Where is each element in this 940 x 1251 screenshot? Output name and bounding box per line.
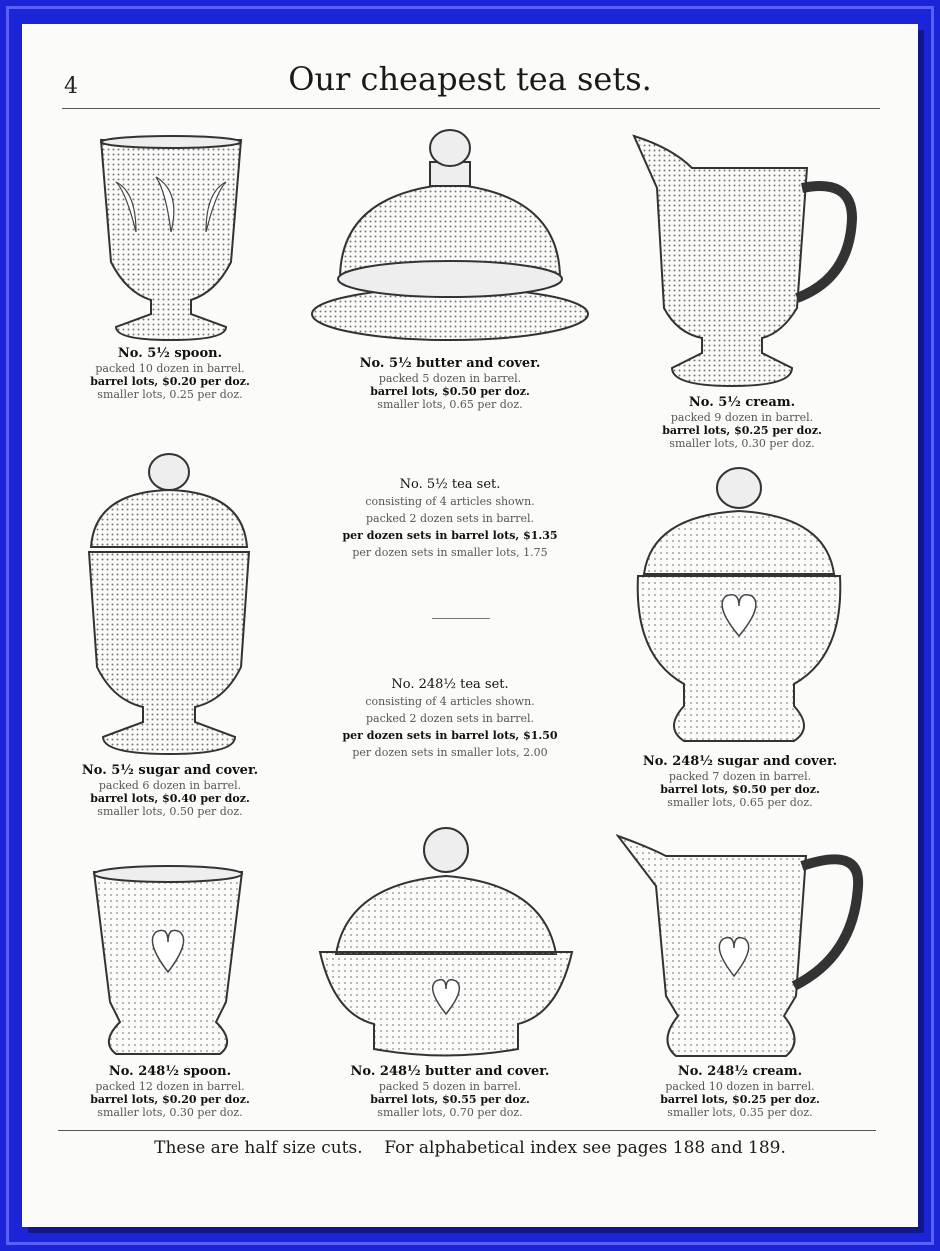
creamer-heart-glass-icon xyxy=(616,826,866,1060)
item-smaller-price: smaller lots, 0.25 per doz. xyxy=(97,388,243,401)
item-name: No. 5½ spoon. xyxy=(117,346,223,361)
item-cream-248-half xyxy=(640,1064,840,1119)
item-name: No. 248½ sugar and cover. xyxy=(642,754,838,769)
tea-set-5-half xyxy=(320,476,580,561)
item-spoon-248-half xyxy=(65,1064,275,1119)
set-consisting: consisting of 4 articles shown. xyxy=(365,495,535,508)
item-butter-248-half xyxy=(335,1064,565,1119)
item-spoon-5-half xyxy=(70,346,270,401)
set-divider xyxy=(432,618,490,619)
set-name: No. 248½ tea set. xyxy=(391,677,509,692)
item-name: No. 5½ cream. xyxy=(688,395,796,410)
item-barrel-price: barrel lots, $0.20 per doz. xyxy=(90,375,250,388)
item-barrel-price: barrel lots, $0.50 per doz. xyxy=(370,385,530,398)
item-barrel-price: barrel lots, $0.50 per doz. xyxy=(660,783,820,796)
item-barrel-price: barrel lots, $0.40 per doz. xyxy=(90,792,250,805)
item-packed: packed 9 dozen in barrel. xyxy=(670,411,814,424)
spoon-holder-heart-glass-icon xyxy=(90,862,246,1058)
set-packed: packed 2 dozen sets in barrel. xyxy=(366,512,534,525)
item-name: No. 5½ sugar and cover. xyxy=(81,763,259,778)
set-barrel-price: per dozen sets in barrel lots, $1.35 xyxy=(342,529,558,542)
item-name: No. 248½ butter and cover. xyxy=(350,1064,550,1079)
item-packed: packed 5 dozen in barrel. xyxy=(378,372,522,385)
item-packed: packed 6 dozen in barrel. xyxy=(98,779,242,792)
item-smaller-price: smaller lots, 0.30 per doz. xyxy=(97,1106,243,1119)
item-cream-5-half xyxy=(642,395,842,450)
item-barrel-price: barrel lots, $0.55 per doz. xyxy=(370,1093,530,1106)
item-packed: packed 5 dozen in barrel. xyxy=(378,1080,522,1093)
set-barrel-price: per dozen sets in barrel lots, $1.50 xyxy=(342,729,558,742)
item-packed: packed 12 dozen in barrel. xyxy=(95,1080,245,1093)
set-name: No. 5½ tea set. xyxy=(399,477,501,492)
item-smaller-price: smaller lots, 0.30 per doz. xyxy=(669,437,815,450)
sugar-bowl-glass-icon xyxy=(85,452,253,758)
item-packed: packed 10 dozen in barrel. xyxy=(95,362,245,375)
set-packed: packed 2 dozen sets in barrel. xyxy=(366,712,534,725)
spoon-holder-glass-icon xyxy=(95,132,247,342)
creamer-glass-icon xyxy=(632,128,858,390)
set-consisting: consisting of 4 articles shown. xyxy=(365,695,535,708)
set-smaller-price: per dozen sets in smaller lots, 1.75 xyxy=(352,546,548,559)
page-number: 4 xyxy=(64,74,78,99)
item-smaller-price: smaller lots, 0.65 per doz. xyxy=(377,398,523,411)
footer-note: These are half size cuts. For alphabetical index see pages 188 and 189. xyxy=(154,1138,786,1158)
sugar-bowl-heart-glass-icon xyxy=(634,466,844,748)
item-smaller-price: smaller lots, 0.50 per doz. xyxy=(97,805,243,818)
set-smaller-price: per dozen sets in smaller lots, 2.00 xyxy=(352,746,548,759)
item-smaller-price: smaller lots, 0.65 per doz. xyxy=(667,796,813,809)
item-smaller-price: smaller lots, 0.70 per doz. xyxy=(377,1106,523,1119)
item-barrel-price: barrel lots, $0.25 per doz. xyxy=(660,1093,820,1106)
item-sugar-5-half xyxy=(60,763,280,818)
header-rule xyxy=(62,108,880,109)
footer-rule xyxy=(58,1130,876,1131)
item-name: No. 5½ butter and cover. xyxy=(359,356,541,371)
item-packed: packed 10 dozen in barrel. xyxy=(665,1080,815,1093)
item-barrel-price: barrel lots, $0.20 per doz. xyxy=(90,1093,250,1106)
item-packed: packed 7 dozen in barrel. xyxy=(668,770,812,783)
item-name: No. 248½ spoon. xyxy=(108,1064,232,1079)
item-barrel-price: barrel lots, $0.25 per doz. xyxy=(662,424,822,437)
item-smaller-price: smaller lots, 0.35 per doz. xyxy=(667,1106,813,1119)
item-butter-5-half xyxy=(340,356,560,411)
item-name: No. 248½ cream. xyxy=(677,1064,803,1079)
butter-dish-heart-glass-icon xyxy=(318,824,574,1062)
tea-set-248-half xyxy=(320,676,580,761)
page-title: Our cheapest tea sets. xyxy=(288,60,652,98)
item-sugar-248-half xyxy=(630,754,850,809)
butter-dish-glass-icon xyxy=(308,124,592,350)
